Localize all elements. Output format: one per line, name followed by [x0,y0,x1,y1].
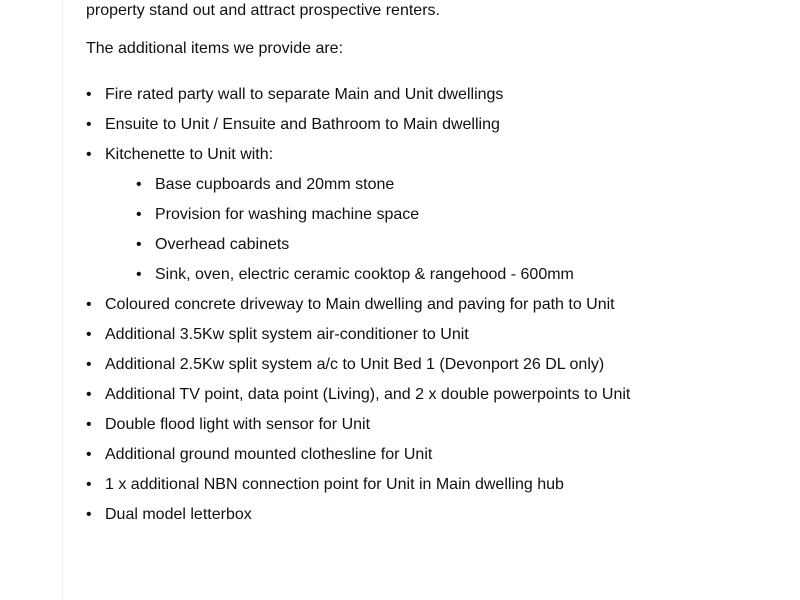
list-item-text: Additional 2.5Kw split system a/c to Unit Bed 1 (Devonport 26 DL only) [105,356,605,373]
bullet-icon: • [86,416,92,433]
list-item-text: Additional 3.5Kw split system air-conditioner to Unit [105,326,469,343]
bullet-icon: • [86,116,92,133]
list-item-text: Additional TV point, data point (Living), and 2 x double powerpoints to Unit [105,386,631,403]
list-item [86,504,786,534]
kitchenette-sublist [86,174,786,294]
list-item-text: Coloured concrete driveway to Main dwelling and paving for path to Unit [105,296,615,313]
bullet-icon: • [136,176,142,193]
list-item [86,114,786,144]
list-item [86,354,786,384]
list-item-kitchenette [86,144,786,294]
sublist-item [86,264,786,294]
bullet-icon: • [86,506,92,523]
sublist-item-text: Sink, oven, electric ceramic cooktop & rangehood - 600mm [155,266,574,283]
list-item [86,294,786,324]
list-item [86,444,786,474]
list-item-text: Double flood light with sensor for Unit [105,416,371,433]
list-item [86,384,786,414]
bullet-icon: • [86,476,92,493]
bullet-icon: • [86,296,92,313]
bullet-icon: • [86,386,92,403]
bullet-icon: • [136,206,142,223]
sublist-item [86,204,786,234]
list-item-text: Fire rated party wall to separate Main and Unit dwellings [105,86,504,103]
page-margin-line [62,0,63,600]
bullet-icon: • [136,236,142,253]
additional-items-list [86,84,786,534]
list-item [86,414,786,444]
sublist-item [86,174,786,204]
list-item-text: 1 x additional NBN connection point for Unit in Main dwelling hub [105,476,564,493]
list-item-text: Ensuite to Unit / Ensuite and Bathroom to Main dwelling [105,116,500,133]
sublist-item-text: Overhead cabinets [155,236,290,253]
sublist-item [86,234,786,264]
bullet-icon: • [86,356,92,373]
list-item-text: Dual model letterbox [105,506,252,523]
list-item-text: Additional ground mounted clothesline for Unit [105,446,433,463]
bullet-icon: • [86,146,92,163]
list-item [86,324,786,354]
intro-text: property stand out and attract prospective renters. [86,2,440,19]
sublist-item-text: Provision for washing machine space [155,206,420,223]
bullet-icon: • [136,266,142,283]
list-item [86,84,786,114]
sublist-item-text: Base cupboards and 20mm stone [155,176,395,193]
bullet-icon: • [86,326,92,343]
list-item-text: Kitchenette to Unit with: [105,146,274,163]
list-item [86,144,786,174]
bullet-icon: • [86,446,92,463]
lead-sentence: The additional items we provide are: [86,40,344,57]
list-item [86,474,786,504]
bullet-icon: • [86,86,92,103]
